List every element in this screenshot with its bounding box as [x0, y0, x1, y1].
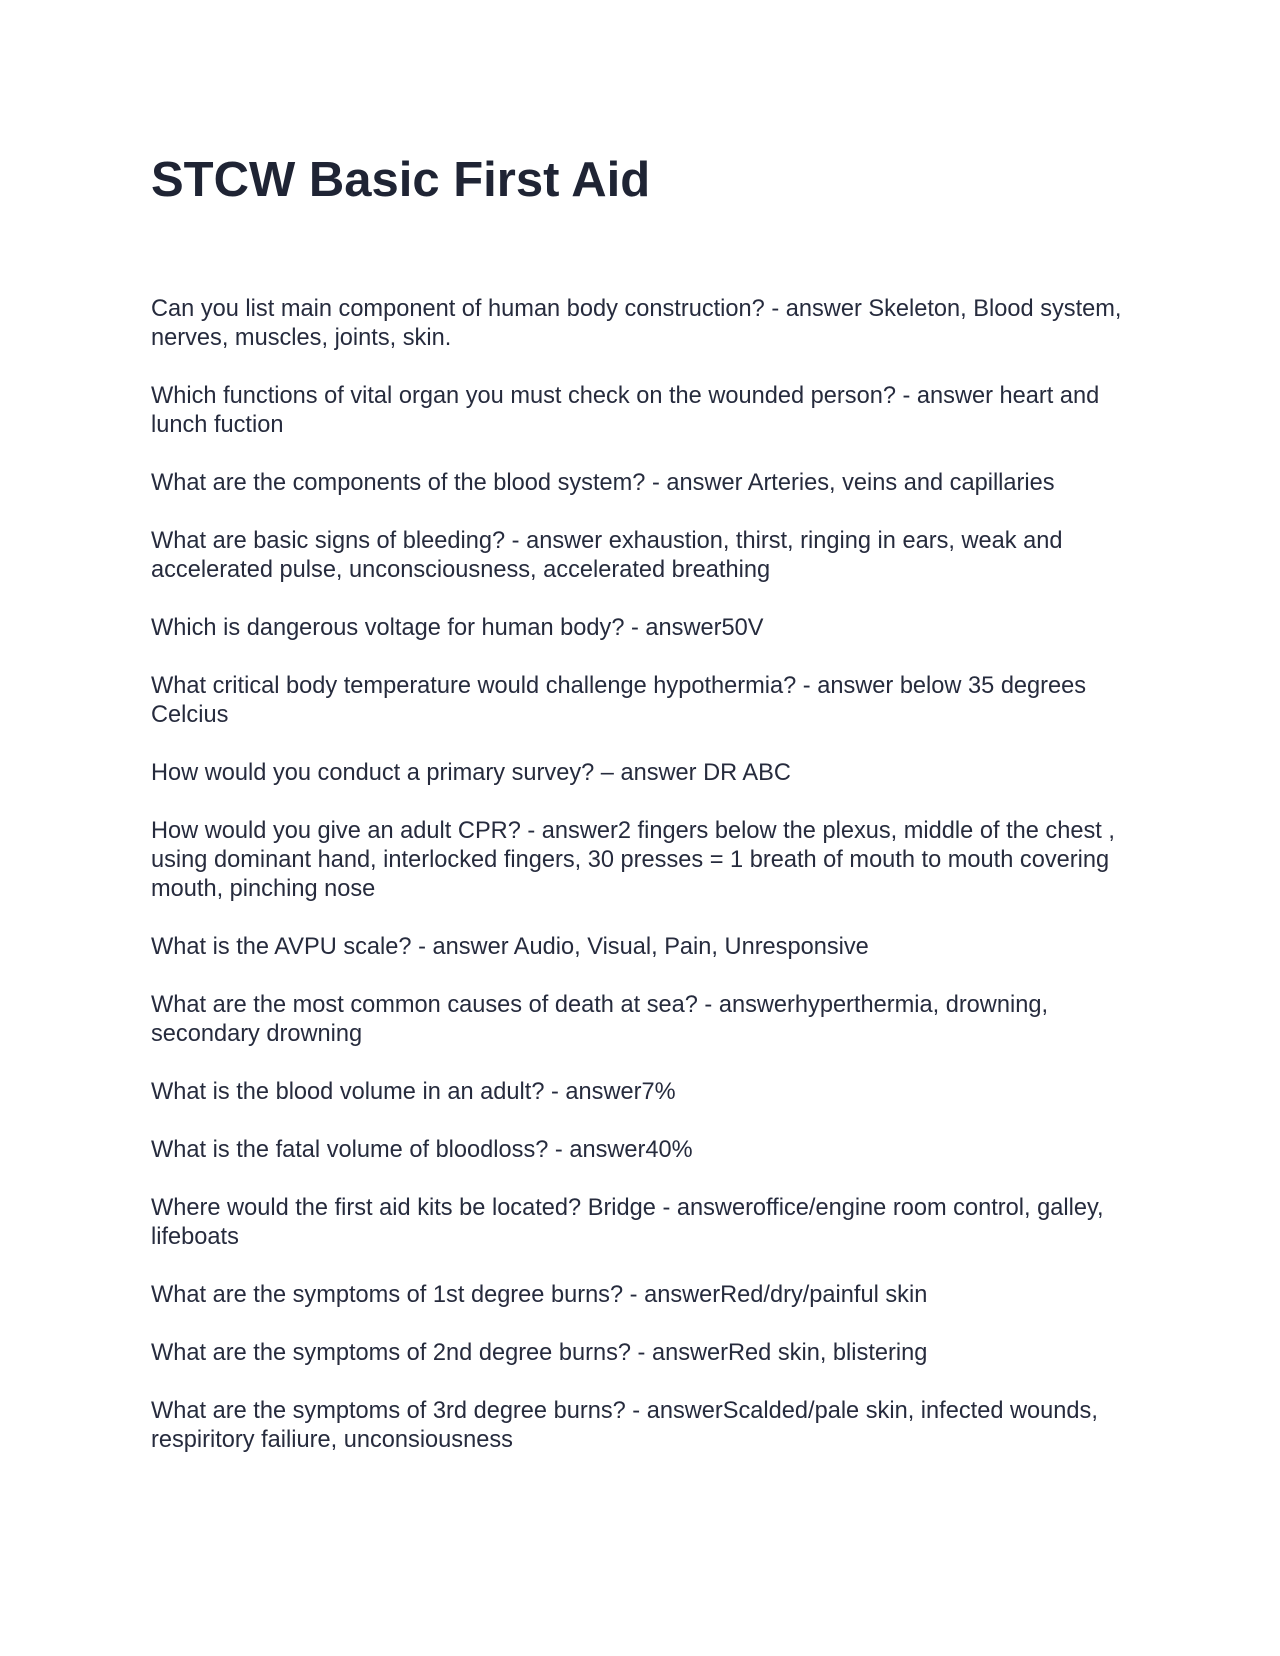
- qa-item: What are the symptoms of 1st degree burns? - answerRed/dry/painful skin: [151, 1282, 928, 1308]
- qa-item: Can you list main component of human body construction? - answer Skeleton, Blood system, nerves, muscles, joints, skin.: [151, 296, 1122, 351]
- qa-item: What are the symptoms of 2nd degree burns? - answerRed skin, blistering: [151, 1340, 928, 1366]
- page-title: STCW Basic First Aid: [151, 153, 651, 207]
- qa-item: What critical body temperature would challenge hypothermia? - answer below 35 degrees Celcius: [151, 673, 1087, 728]
- qa-item: How would you give an adult CPR? - answer2 fingers below the plexus, middle of the chest , using dominant hand, interlocked fingers, 30 presses = 1 breath of mouth to mouth covering mouth, pinching nose: [151, 818, 1115, 902]
- qa-item: What are the components of the blood system? - answer Arteries, veins and capillaries: [151, 470, 1055, 496]
- qa-item: Where would the first aid kits be located? Bridge - answeroffice/engine room control, galley, lifeboats: [151, 1195, 1104, 1250]
- qa-item: What are the most common causes of death at sea? - answerhyperthermia, drowning, secondary drowning: [151, 992, 1049, 1047]
- qa-list: [151, 295, 1141, 1484]
- qa-item: What is the AVPU scale? - answer Audio, Visual, Pain, Unresponsive: [151, 934, 869, 960]
- qa-item: How would you conduct a primary survey? – answer DR ABC: [151, 760, 791, 786]
- qa-item: What is the blood volume in an adult? - answer7%: [151, 1079, 676, 1105]
- qa-item: What is the fatal volume of bloodloss? - answer40%: [151, 1137, 693, 1163]
- qa-item: Which is dangerous voltage for human body? - answer50V: [151, 615, 764, 641]
- qa-item: What are basic signs of bleeding? - answer exhaustion, thirst, ringing in ears, weak and accelerated pulse, unconsciousness, accelerated breathing: [151, 528, 1063, 583]
- qa-item: Which functions of vital organ you must check on the wounded person? - answer heart and lunch fuction: [151, 383, 1100, 438]
- qa-item: What are the symptoms of 3rd degree burns? - answerScalded/pale skin, infected wounds, respiritory failiure, unconsiousness: [151, 1398, 1098, 1453]
